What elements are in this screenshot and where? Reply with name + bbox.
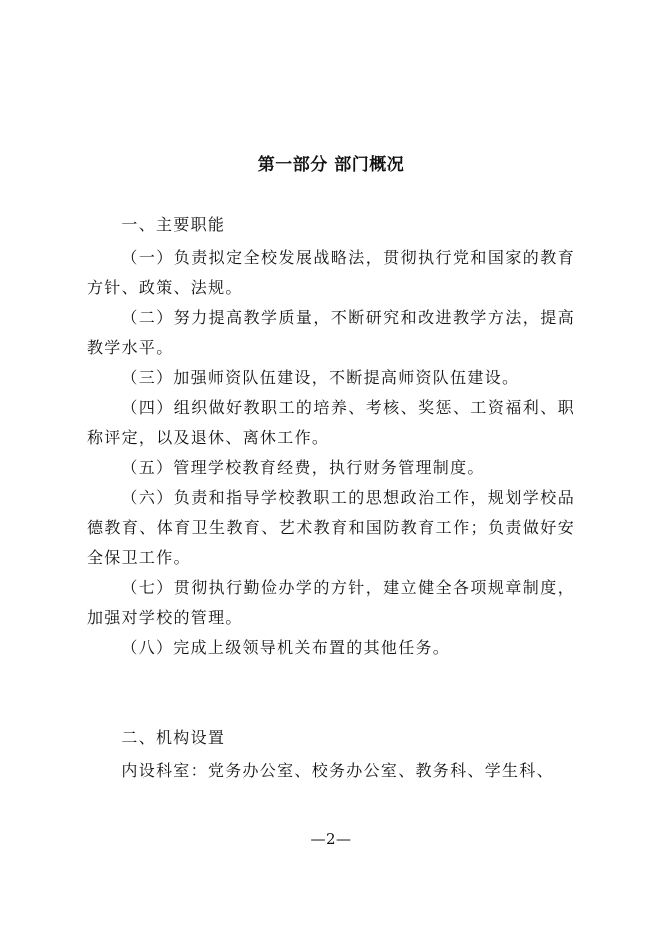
function-item-5: （五）管理学校教育经费，执行财务管理制度。 <box>121 458 485 477</box>
page-title: 第一部分 部门概况 <box>257 155 405 175</box>
function-item-1: （一）负责拟定全校发展战略法，贯彻执行党和国家的教育方针、政策、法规。 <box>87 248 575 297</box>
function-item-3: （三）加强师资队伍建设，不断提高师资队伍建设。 <box>121 368 520 387</box>
section-heading-main-functions: 一、主要职能 <box>121 215 226 234</box>
function-item-7: （七）贯彻执行勤俭办学的方针，建立健全各项规章制度，加强对学校的管理。 <box>87 578 575 627</box>
organization-text: 内设科室：党务办公室、校务办公室、教务科、学生科、 <box>121 761 554 780</box>
section-spacer <box>87 663 575 723</box>
function-item-8: （八）完成上级领导机关布置的其他任务。 <box>121 638 451 657</box>
document-body <box>87 210 575 786</box>
function-item-4: （四）组织做好教职工的培养、考核、奖惩、工资福利、职称评定，以及退休、离休工作。 <box>87 398 575 447</box>
page-number: —2— <box>310 830 352 848</box>
function-item-6: （六）负责和指导学校教职工的思想政治工作，规划学校品德教育、体育卫生教育、艺术教育和国防教育工作；负责做好安全保卫工作。 <box>87 488 575 567</box>
function-item-2: （二）努力提高教学质量，不断研究和改进教学方法，提高教学水平。 <box>87 308 575 357</box>
section-heading-organization: 二、机构设置 <box>121 728 226 747</box>
